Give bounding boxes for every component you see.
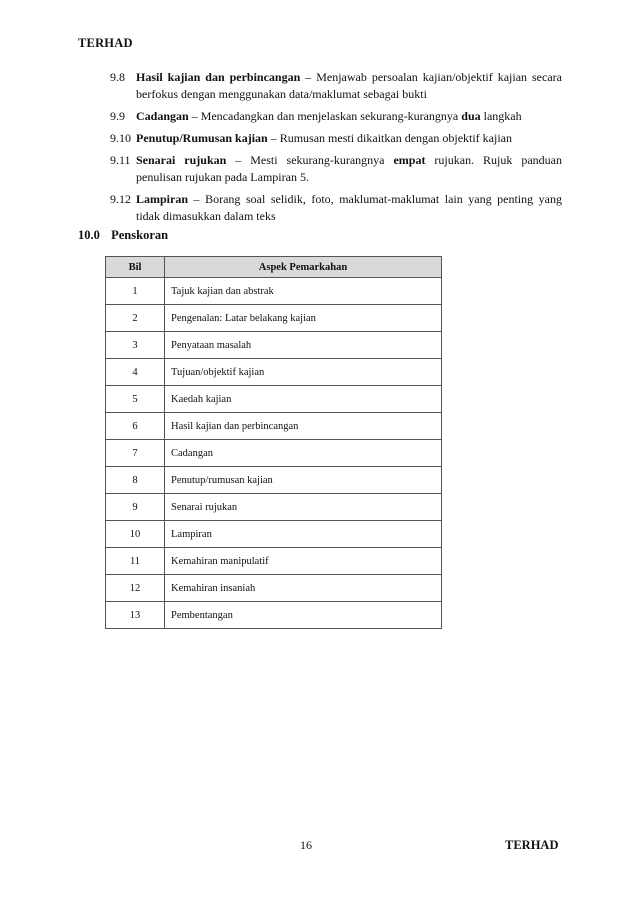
- table-row: [106, 278, 442, 305]
- table-row: [106, 602, 442, 629]
- footer-classification: TERHAD: [505, 838, 559, 852]
- cell-bil: 13: [106, 602, 165, 629]
- cell-aspek: Pembentangan: [165, 602, 442, 629]
- item-body: – Menjawab persoalan kajian/objektif kajian secara berfokus dengan menggunakan data/maklumat sebagai bukti: [136, 70, 562, 101]
- item-body-end: langkah: [480, 109, 522, 123]
- item-number: 9.10: [110, 131, 131, 145]
- column-header-bil: Bil: [106, 257, 165, 278]
- cell-bil: 5: [106, 386, 165, 413]
- list-item: [110, 69, 562, 103]
- cell-aspek: Senarai rujukan: [165, 494, 442, 521]
- cell-aspek: Tajuk kajian dan abstrak: [165, 278, 442, 305]
- item-number: 9.8: [110, 70, 125, 84]
- item-body-end: rujukan. Rujuk panduan penulisan rujukan pada Lampiran 5.: [136, 153, 562, 184]
- item-text: [136, 108, 562, 125]
- column-header-aspek: Aspek Pemarkahan: [165, 257, 442, 278]
- cell-bil: 9: [106, 494, 165, 521]
- cell-aspek: Kemahiran insaniah: [165, 575, 442, 602]
- cell-bil: 8: [106, 467, 165, 494]
- cell-aspek: Pengenalan: Latar belakang kajian: [165, 305, 442, 332]
- item-title: Hasil kajian dan perbincangan: [136, 70, 301, 84]
- item-body: – Borang soal selidik, foto, maklumat-maklumat lain yang penting yang tidak dimasukkan dalam teks: [136, 192, 562, 223]
- cell-aspek: Cadangan: [165, 440, 442, 467]
- item-number: 9.11: [110, 153, 131, 167]
- cell-bil: 11: [106, 548, 165, 575]
- cell-aspek: Kemahiran manipulatif: [165, 548, 442, 575]
- item-emphasis: dua: [461, 109, 481, 123]
- item-title: Lampiran: [136, 192, 189, 206]
- table-row: [106, 386, 442, 413]
- cell-bil: 7: [106, 440, 165, 467]
- section-heading: [78, 228, 168, 243]
- cell-bil: 6: [106, 413, 165, 440]
- table-row: [106, 440, 442, 467]
- section-number: 10.0: [78, 228, 100, 242]
- cell-bil: 1: [106, 278, 165, 305]
- cell-bil: 2: [106, 305, 165, 332]
- cell-aspek: Tujuan/objektif kajian: [165, 359, 442, 386]
- item-title: Penutup/Rumusan kajian: [136, 131, 268, 145]
- item-text: [136, 69, 562, 103]
- table-row: [106, 413, 442, 440]
- cell-bil: 4: [106, 359, 165, 386]
- cell-aspek: Penyataan masalah: [165, 332, 442, 359]
- section-title: Penskoran: [111, 228, 169, 242]
- item-number: 9.9: [110, 109, 125, 123]
- page-number: 16: [300, 838, 312, 852]
- cell-aspek: Penutup/rumusan kajian: [165, 467, 442, 494]
- item-text: [136, 130, 562, 147]
- cell-bil: 3: [106, 332, 165, 359]
- table-row: [106, 305, 442, 332]
- list-item: [110, 108, 562, 125]
- header-classification: TERHAD: [78, 36, 133, 50]
- item-text: [136, 152, 562, 186]
- cell-aspek: Kaedah kajian: [165, 386, 442, 413]
- item-list: [110, 69, 562, 230]
- list-item: [110, 130, 562, 147]
- item-emphasis: empat: [393, 153, 426, 167]
- table-row: [106, 521, 442, 548]
- table-row: [106, 548, 442, 575]
- cell-aspek: Lampiran: [165, 521, 442, 548]
- item-text: [136, 191, 562, 225]
- item-body: – Mesti sekurang-kurangnya: [226, 153, 394, 167]
- list-item: [110, 152, 562, 186]
- table-row: [106, 332, 442, 359]
- cell-bil: 10: [106, 521, 165, 548]
- table-row: [106, 494, 442, 521]
- list-item: [110, 191, 562, 225]
- table-row: [106, 359, 442, 386]
- scoring-table: [105, 256, 442, 629]
- item-body: – Rumusan mesti dikaitkan dengan objektif kajian: [267, 131, 513, 145]
- table-row: [106, 575, 442, 602]
- item-body: – Mencadangkan dan menjelaskan sekurang-kurangnya: [188, 109, 462, 123]
- item-number: 9.12: [110, 192, 131, 206]
- item-title: Cadangan: [136, 109, 189, 123]
- cell-bil: 12: [106, 575, 165, 602]
- table-row: [106, 467, 442, 494]
- table-header-row: [106, 257, 442, 278]
- cell-aspek: Hasil kajian dan perbincangan: [165, 413, 442, 440]
- item-title: Senarai rujukan: [136, 153, 227, 167]
